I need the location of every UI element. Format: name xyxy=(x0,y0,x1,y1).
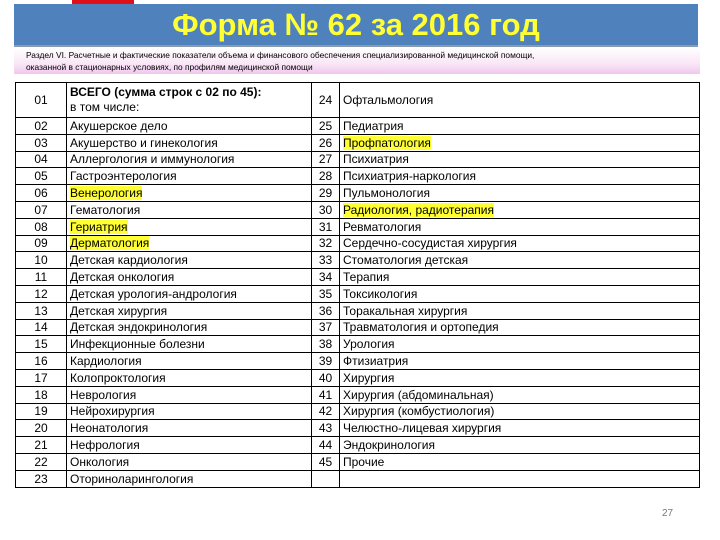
row-code xyxy=(16,285,67,302)
row-code xyxy=(16,453,67,470)
row-name xyxy=(67,420,312,437)
cell-text: 23 xyxy=(34,471,48,486)
cell-text: 30 xyxy=(318,202,333,217)
cell-text: Хирургия (абдоминальная) xyxy=(343,387,494,402)
subtitle-line-1: Раздел VI. Расчетные и фактические показатели объема и финансового обеспечения специализированной медицинской помощи, xyxy=(26,50,535,60)
cell-text: 42 xyxy=(318,404,333,419)
cell-text: 41 xyxy=(318,387,333,402)
row-name: Офтальмология xyxy=(340,83,700,118)
row-name xyxy=(67,336,312,353)
table-row xyxy=(16,470,700,487)
row-name xyxy=(340,403,700,420)
row-code xyxy=(16,403,67,420)
cell-text: 16 xyxy=(34,354,48,369)
row-name xyxy=(340,168,700,185)
row-name xyxy=(67,403,312,420)
row-code xyxy=(16,185,67,202)
row-code xyxy=(312,319,340,336)
row-code xyxy=(312,336,340,353)
row-code xyxy=(16,386,67,403)
row-name xyxy=(340,353,700,370)
table-row xyxy=(16,235,700,252)
row-code xyxy=(16,235,67,252)
row-name xyxy=(340,453,700,470)
row-code: 24 xyxy=(312,83,340,118)
total-sub-label: в том числе: xyxy=(70,100,140,114)
row-code xyxy=(16,319,67,336)
cell-text: Неврология xyxy=(70,387,137,402)
row-name xyxy=(67,252,312,269)
cell-text: 10 xyxy=(34,253,48,268)
row-code xyxy=(312,151,340,168)
cell-text: 36 xyxy=(318,303,333,318)
cell-text: Гастроэнтерология xyxy=(70,169,177,184)
cell-text: 26 xyxy=(318,135,333,150)
cell-text: Психиатрия xyxy=(343,152,409,167)
row-code xyxy=(312,369,340,386)
row-name xyxy=(67,185,312,202)
cell-text: Эндокринология xyxy=(343,438,435,453)
cell-text: Торакальная хирургия xyxy=(343,303,468,318)
cell-text: 22 xyxy=(34,454,48,469)
row-name xyxy=(67,470,312,487)
cell-text: 17 xyxy=(34,370,48,385)
row-name xyxy=(340,235,700,252)
row-name xyxy=(340,302,700,319)
cell-text: 21 xyxy=(34,438,48,453)
row-name xyxy=(340,336,700,353)
row-name xyxy=(67,319,312,336)
cell-text: Инфекционные болезни xyxy=(70,337,205,352)
table-row-total xyxy=(16,83,700,118)
row-name xyxy=(67,302,312,319)
row-code xyxy=(312,201,340,218)
cell-text: 28 xyxy=(318,169,333,184)
highlighted-text: Радиология, радиотерапия xyxy=(343,202,494,217)
row-code xyxy=(312,269,340,286)
cell-text: 05 xyxy=(34,169,48,184)
cell-text: 37 xyxy=(318,320,333,335)
row-name xyxy=(67,437,312,454)
total-label: ВСЕГО (сумма строк с 02 по 45): xyxy=(70,85,262,99)
cell-text: 18 xyxy=(34,387,48,402)
highlighted-text: Венерология xyxy=(70,186,143,201)
row-name xyxy=(67,269,312,286)
cell-text: Акушерское дело xyxy=(70,118,168,133)
table-row xyxy=(16,437,700,454)
cell-text: 03 xyxy=(34,135,48,150)
cell-text: 19 xyxy=(34,404,48,419)
cell-text: Пульмонология xyxy=(343,186,430,201)
cell-text: Оториноларингология xyxy=(70,471,194,486)
cell-text: 43 xyxy=(318,421,333,436)
row-name xyxy=(340,437,700,454)
row-code xyxy=(16,302,67,319)
cell-text: 09 xyxy=(34,236,48,251)
row-name xyxy=(340,470,700,487)
row-code xyxy=(16,336,67,353)
row-code xyxy=(312,420,340,437)
cell-text: Нефрология xyxy=(70,438,140,453)
row-code xyxy=(312,134,340,151)
table-row xyxy=(16,185,700,202)
table-row xyxy=(16,252,700,269)
cell-text: Прочие xyxy=(343,454,385,469)
cell-text: 02 xyxy=(34,118,48,133)
row-name xyxy=(67,218,312,235)
cell-text: 14 xyxy=(34,320,48,335)
row-code xyxy=(312,302,340,319)
row-name xyxy=(340,420,700,437)
cell-text: Сердечно-сосудистая хирургия xyxy=(343,236,517,251)
row-name xyxy=(67,285,312,302)
title-bar xyxy=(14,4,698,47)
table-row xyxy=(16,420,700,437)
row-code xyxy=(312,168,340,185)
cell-text: Стоматология детская xyxy=(343,253,469,268)
row-code xyxy=(16,118,67,135)
subtitle-line-2: оказанной в стационарных условиях, по профилям медицинской помощи xyxy=(26,62,313,72)
row-code xyxy=(312,285,340,302)
row-code: 01 xyxy=(16,83,67,118)
row-name xyxy=(340,269,700,286)
row-name xyxy=(340,118,700,135)
cell-text: Детская кардиология xyxy=(70,253,188,268)
table-row xyxy=(16,369,700,386)
row-name xyxy=(67,235,312,252)
row-code xyxy=(16,353,67,370)
table-row xyxy=(16,403,700,420)
row-name xyxy=(67,151,312,168)
row-code xyxy=(16,134,67,151)
cell-text: 13 xyxy=(34,303,48,318)
highlighted-text: Профпатология xyxy=(343,135,431,150)
row-code xyxy=(312,403,340,420)
cell-text: Травматология и ортопедия xyxy=(343,320,499,335)
cell-text: 07 xyxy=(34,202,48,217)
row-code xyxy=(16,151,67,168)
table-row xyxy=(16,319,700,336)
cell-text: Хирургия xyxy=(343,370,395,385)
cell-text: 27 xyxy=(318,152,333,167)
cell-text: 11 xyxy=(34,270,48,285)
row-name xyxy=(67,201,312,218)
cell-text: 34 xyxy=(318,270,333,285)
cell-text: 39 xyxy=(318,354,333,369)
row-code xyxy=(16,437,67,454)
cell-text: 15 xyxy=(34,337,48,352)
table-row xyxy=(16,218,700,235)
table-row xyxy=(16,168,700,185)
table-row xyxy=(16,336,700,353)
row-name xyxy=(67,386,312,403)
cell-text: Детская урология-андрология xyxy=(70,286,237,301)
cell-text: 35 xyxy=(318,286,333,301)
row-name xyxy=(340,252,700,269)
row-name xyxy=(340,151,700,168)
row-name xyxy=(67,453,312,470)
row-name xyxy=(340,285,700,302)
row-code xyxy=(312,453,340,470)
highlighted-text: Дерматология xyxy=(70,236,150,251)
row-code xyxy=(16,252,67,269)
row-name xyxy=(340,134,700,151)
row-name xyxy=(340,386,700,403)
table-row xyxy=(16,453,700,470)
cell-text: 29 xyxy=(318,186,333,201)
row-code xyxy=(312,185,340,202)
row-name xyxy=(340,201,700,218)
cell-text: Акушерство и гинекология xyxy=(70,135,218,150)
table-row xyxy=(16,134,700,151)
cell-text: Ревматология xyxy=(343,219,422,234)
cell-text: Фтизиатрия xyxy=(343,354,409,369)
row-name xyxy=(67,83,312,118)
profiles-table xyxy=(15,82,700,488)
row-code xyxy=(16,470,67,487)
cell-text: 40 xyxy=(318,370,333,385)
row-name xyxy=(340,319,700,336)
cell-text: Детская эндокринология xyxy=(70,320,208,335)
cell-text: Хирургия (комбустиология) xyxy=(343,404,495,419)
cell-text: Терапия xyxy=(343,270,390,285)
row-code xyxy=(312,437,340,454)
row-code xyxy=(312,470,340,487)
row-code xyxy=(312,353,340,370)
cell-text: 20 xyxy=(34,421,48,436)
cell-text: Аллергология и иммунология xyxy=(70,152,235,167)
table-row xyxy=(16,118,700,135)
cell-text: 06 xyxy=(34,186,48,201)
highlighted-text: Гериатрия xyxy=(70,219,128,234)
row-code xyxy=(16,218,67,235)
cell-text: Колопроктология xyxy=(70,370,166,385)
row-name xyxy=(67,134,312,151)
cell-text: 44 xyxy=(318,438,333,453)
row-name xyxy=(67,168,312,185)
cell-text: 33 xyxy=(318,253,333,268)
cell-text: Детская онкология xyxy=(70,270,175,285)
cell-text: Педиатрия xyxy=(343,118,404,133)
cell-text: Нейрохирургия xyxy=(70,404,155,419)
row-code xyxy=(312,252,340,269)
cell-text: Гематология xyxy=(70,202,141,217)
row-name xyxy=(67,353,312,370)
cell-text: Психиатрия-наркология xyxy=(343,169,476,184)
row-code xyxy=(312,235,340,252)
cell-text: 25 xyxy=(318,118,333,133)
row-code xyxy=(16,369,67,386)
cell-text: Челюстно-лицевая хирургия xyxy=(343,421,502,436)
page-number: 27 xyxy=(662,508,674,519)
row-code xyxy=(312,386,340,403)
row-name xyxy=(340,185,700,202)
cell-text: 04 xyxy=(34,152,48,167)
row-code xyxy=(312,218,340,235)
row-code xyxy=(16,201,67,218)
cell-text: 08 xyxy=(34,219,48,234)
cell-text: Токсикология xyxy=(343,286,418,301)
table-row xyxy=(16,285,700,302)
table-row xyxy=(16,201,700,218)
table-row xyxy=(16,151,700,168)
cell-text: Детская хирургия xyxy=(70,303,168,318)
table-row xyxy=(16,269,700,286)
row-code xyxy=(312,118,340,135)
table-row xyxy=(16,302,700,319)
cell-text: 31 xyxy=(318,219,333,234)
subtitle xyxy=(14,48,700,74)
row-code xyxy=(16,168,67,185)
cell-text: Кардиология xyxy=(70,354,142,369)
page-title: Форма № 62 за 2016 год xyxy=(172,7,540,42)
table-row xyxy=(16,353,700,370)
table-row xyxy=(16,386,700,403)
row-name xyxy=(67,118,312,135)
cell-text: 45 xyxy=(318,454,333,469)
cell-text: Неонатология xyxy=(70,421,149,436)
row-name xyxy=(67,369,312,386)
row-code xyxy=(16,269,67,286)
row-name xyxy=(340,369,700,386)
cell-text: 12 xyxy=(34,286,48,301)
cell-text: Урология xyxy=(343,337,395,352)
cell-text: Онкология xyxy=(70,454,130,469)
cell-text: 32 xyxy=(318,236,333,251)
row-name xyxy=(340,218,700,235)
cell-text: 38 xyxy=(318,337,333,352)
row-code xyxy=(16,420,67,437)
